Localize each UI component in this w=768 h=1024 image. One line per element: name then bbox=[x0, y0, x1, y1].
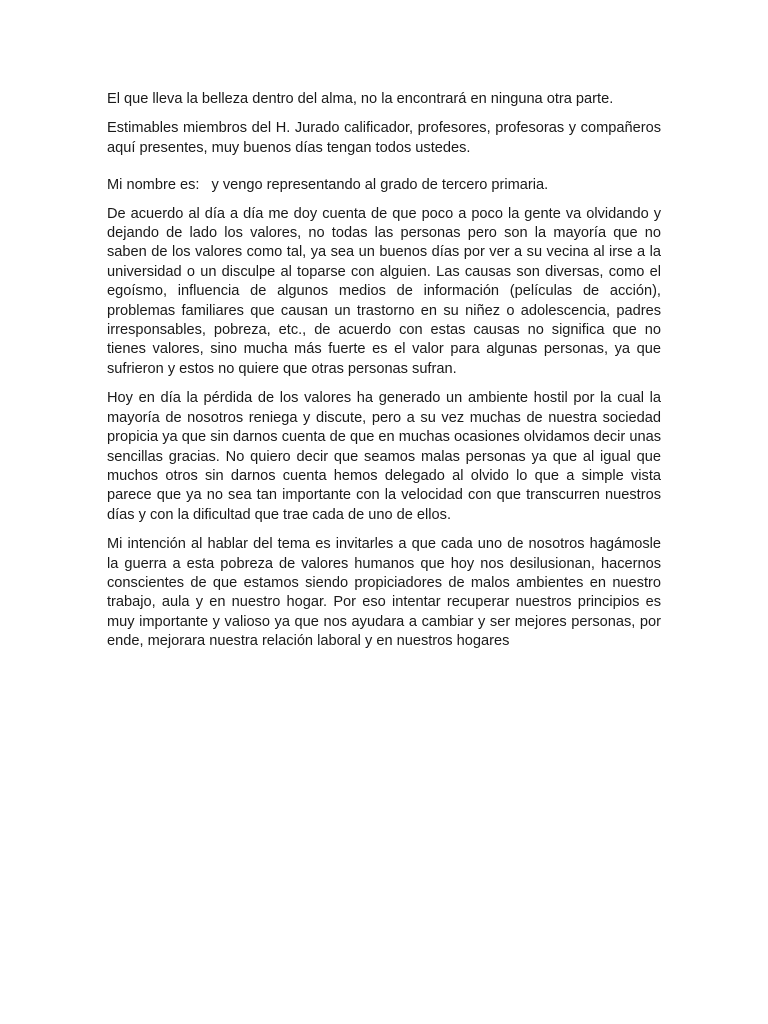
intro-label: Mi nombre es: bbox=[107, 177, 200, 194]
greeting-paragraph: Estimables miembros del H. Jurado calificador, profesores, profesoras y compañeros aquí presentes, muy buenos días tengan todos ustedes. bbox=[107, 120, 661, 156]
body-paragraph-2: Hoy en día la pérdida de los valores ha generado un ambiente hostil por la cual la mayoría de nosotros reniega y discute, pero a su vez muchas de nuestra sociedad propicia ya que sin darnos cuenta de que en muchas ocasiones olvidamos decir unas sencillas gracias. No quiero decir que seamos malas personas ya que al igual que muchos otros sin darnos cuenta hemos delegado al olvido lo que a simple vista parece que ya no sea tan importante con la velocidad con que transcurren nuestros días y con la dificultad que trae cada de uno de ellos. bbox=[107, 390, 661, 523]
body-paragraph-3: Mi intención al hablar del tema es invitarles a que cada uno de nosotros hagámosle la guerra a esta pobreza de valores humanos que hoy nos desilusionan, hacernos conscientes de que estamos siendo propiciadores de malos ambientes en nuestro trabajo, aula y en nuestro hogar. Por eso intentar recuperar nuestros principios es muy importante y valioso ya que nos ayudara a cambiar y ser mejores personas, por ende, mejorara nuestra relación laboral y en nuestros hogares bbox=[107, 536, 661, 650]
epigraph: El que lleva la belleza dentro del alma, no la encontrará en ninguna otra parte. bbox=[107, 91, 614, 107]
document-body bbox=[107, 90, 661, 662]
body-paragraph-1: De acuerdo al día a día me doy cuenta de que poco a poco la gente va olvidando y dejando de lado los valores, no todas las personas pero son la mayoría que no saben de los valores como tal, ya sea un buenos días por ver a su vecina al irse a la universidad o un disculpe al toparse con alguien. Las causas son diversas, como el egoísmo, influencia de algunos medios de información (películas de acción), problemas familiares que causan un trastorno en su niñez o adolescencia, padres irresponsables, pobreza, etc., de acuerdo con estas causas no significa que no tienes valores, sino mucha más fuerte es el valor para algunas personas, ya que sufrieron y estos no quiere que otras personas sufran. bbox=[107, 205, 661, 377]
intro-line bbox=[107, 176, 661, 195]
intro-rest: y vengo representando al grado de tercero primaria. bbox=[211, 177, 549, 194]
